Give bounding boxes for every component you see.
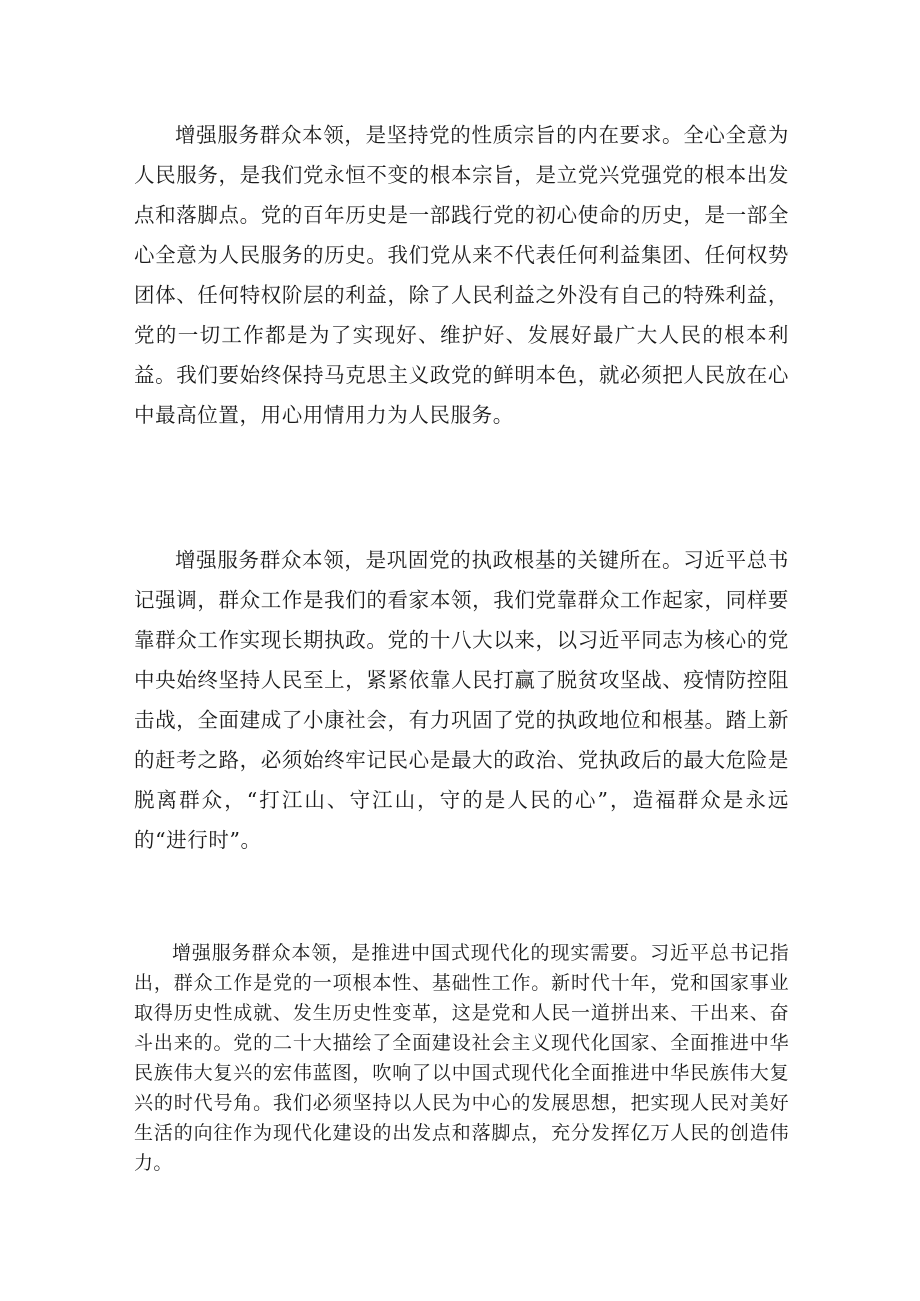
paragraph-2: 增强服务群众本领，是巩固党的执政根基的关键所在。习近平总书记强调，群众工作是我们的看家本领，我们党靠群众工作起家，同样要靠群众工作实现长期执政。党的十八大以来，以习近平同志为核心的党中央始终坚持人民至上，紧紧依靠人民打赢了脱贫攻坚战、疫情防控阻击战，全面建成了小康社会，有力巩固了党的执政地位和根基。踏上新的赶考之路，必须始终牢记民心是最大的政治、党执政后的最大危险是脱离群众，“打江山、守江山，守的是人民的心”，造福群众是永远的“进行时”。 — [134, 548, 789, 852]
paragraph-1: 增强服务群众本领，是坚持党的性质宗旨的内在要求。全心全意为人民服务，是我们党永恒不变的根本宗旨，是立党兴党强党的根本出发点和落脚点。党的百年历史是一部践行党的初心使命的历史，是一部全心全意为人民服务的历史。我们党从来不代表任何利益集团、任何权势团体、任何特权阶层的利益，除了人民利益之外没有自己的特殊利益，党的一切工作都是为了实现好、维护好、发展好最广大人民的根本利益。我们要始终保持马克思主义政党的鲜明本色，就必须把人民放在心中最高位置，用心用情用力为人民服务。 — [134, 123, 789, 427]
paragraph-3: 增强服务群众本领，是推进中国式现代化的现实需要。习近平总书记指出，群众工作是党的一项根本性、基础性工作。新时代十年，党和国家事业取得历史性成就、发生历史性变革，这是党和人民一道拼出来、干出来、奋斗出来的。党的二十大描绘了全面建设社会主义现代化国家、全面推进中华民族伟大复兴的宏伟蓝图，吹响了以中国式现代化全面推进中华民族伟大复兴的时代号角。我们必须坚持以人民为中心的发展思想，把实现人民对美好生活的向往作为现代化建设的出发点和落脚点，充分发挥亿万人民的创造伟力。 — [134, 942, 789, 1174]
